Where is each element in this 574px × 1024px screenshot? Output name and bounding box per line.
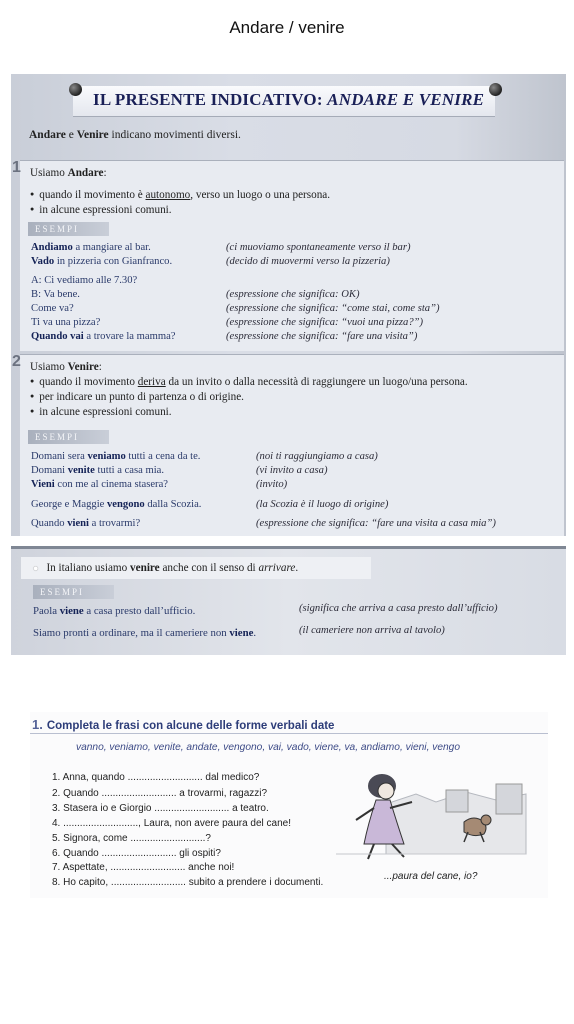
section-andare xyxy=(12,159,564,351)
example-note: (espressione che significa: “vuoi una pizza?”) xyxy=(226,317,424,328)
example-note: (vi invito a casa) xyxy=(256,465,328,476)
section-number: 1 xyxy=(12,159,21,176)
example-sentence: Quando vai a trovare la mamma? xyxy=(31,331,176,342)
example-sentence: Vado in pizzeria con Gianfranco. xyxy=(31,256,173,267)
section-lead: Usiamo Andare: xyxy=(30,167,107,179)
illustration-caption: ...paura del cane, io? xyxy=(384,871,478,882)
section-venire xyxy=(12,353,564,536)
exercise-title: 1. Completa le frasi con alcune delle forme verbali date xyxy=(32,717,335,732)
example-sentence: Quando vieni a trovarmi? xyxy=(31,518,141,529)
rule-bullet: ● per indicare un punto di partenza o di origine. xyxy=(30,391,244,403)
example-note: (significa che arriva a casa presto dall’ufficio) xyxy=(299,603,498,614)
esempi-label: ESEMPI xyxy=(28,222,109,236)
rule-bullet: ● in alcune espressioni comuni. xyxy=(30,406,172,418)
example-note: (espressione che significa: “fare una visita”) xyxy=(226,331,418,342)
grammar-scan xyxy=(11,74,566,536)
exercise-item: 4. ..........................., Laura, non avere paura del cane! xyxy=(52,818,292,829)
example-note: (espressione che significa: “come stai, come sta”) xyxy=(226,303,440,314)
example-sentence: Paola viene a casa presto dall’ufficio. xyxy=(33,605,196,617)
divider xyxy=(30,733,548,734)
example-sentence: Domani venite tutti a casa mia. xyxy=(31,465,164,476)
example-note: (la Scozia è il luogo di origine) xyxy=(256,499,389,510)
exercise-item: 5. Signora, come ...........................? xyxy=(52,833,211,844)
woman-and-dog-illustration xyxy=(326,764,532,864)
example-sentence: Domani sera veniamo tutti a cena da te. xyxy=(31,451,201,462)
esempi-label: ESEMPI xyxy=(33,585,114,599)
example-note: (invito) xyxy=(256,479,288,490)
pin-icon xyxy=(489,83,502,96)
exercise-item: 3. Stasera io e Giorgio ........................... a teatro. xyxy=(52,803,269,814)
exercise-item: 2. Quando ........................... a trovarmi, ragazzi? xyxy=(52,788,268,799)
pin-icon xyxy=(69,83,82,96)
example-sentence: Ti va una pizza? xyxy=(31,317,101,328)
example-sentence: Come va? xyxy=(31,303,74,314)
example-note: (noi ti raggiungiamo a casa) xyxy=(256,451,378,462)
example-sentence: A: Ci vediamo alle 7.30? xyxy=(31,275,138,286)
arrivare-rule: ● In italiano usiamo venire anche con il senso di arrivare. xyxy=(33,562,299,574)
example-sentence: Vieni con me al cinema stasera? xyxy=(31,479,168,490)
exercise-item: 6. Quando ........................... gli ospiti? xyxy=(52,848,221,859)
exercise-scan xyxy=(30,712,548,898)
exercise-item: 8. Ho capito, ........................... subito a prendere i documenti. xyxy=(52,877,324,888)
section-lead: Usiamo Venire: xyxy=(30,361,102,373)
example-note: (il cameriere non arriva al tavolo) xyxy=(299,625,445,636)
example-sentence: Andiamo a mangiare al bar. xyxy=(31,242,151,253)
grammar-page xyxy=(11,74,566,536)
example-note: (decido di muovermi verso la pizzeria) xyxy=(226,256,390,267)
example-sentence: B: Va bene. xyxy=(31,289,80,300)
rule-bullet: ● quando il movimento deriva da un invito o dalla necessità di raggiungere un luogo/una persona. xyxy=(30,376,468,388)
section-number: 2 xyxy=(12,353,21,370)
rule-bullet: ● in alcune espressioni comuni. xyxy=(30,204,172,216)
example-note: (espressione che significa: OK) xyxy=(226,289,360,300)
esempi-label: ESEMPI xyxy=(28,430,109,444)
example-note: (ci muoviamo spontaneamente verso il bar) xyxy=(226,242,411,253)
page-title: Andare / venire xyxy=(229,18,345,37)
arrivare-scan xyxy=(11,546,566,655)
example-sentence: Siamo pronti a ordinare, ma il cameriere non viene. xyxy=(33,627,257,639)
rule-bullet: ● quando il movimento è autonomo, verso un luogo o una persona. xyxy=(30,189,330,201)
verb-bank: vanno, veniamo, venite, andate, vengono, vai, vado, viene, va, andiamo, vieni, vengo xyxy=(76,742,460,753)
example-sentence: George e Maggie vengono dalla Scozia. xyxy=(31,499,202,510)
exercise-item: 7. Aspettate, ........................... anche noi! xyxy=(52,862,235,873)
example-note: (espressione che significa: “fare una visita a casa mia”) xyxy=(256,518,496,529)
intro-text: Andare e Venire indicano movimenti diversi. xyxy=(29,129,241,141)
grammar-header: IL PRESENTE INDICATIVO: ANDARE E VENIRE xyxy=(93,90,485,109)
exercise-item: 1. Anna, quando ........................... dal medico? xyxy=(52,772,260,783)
